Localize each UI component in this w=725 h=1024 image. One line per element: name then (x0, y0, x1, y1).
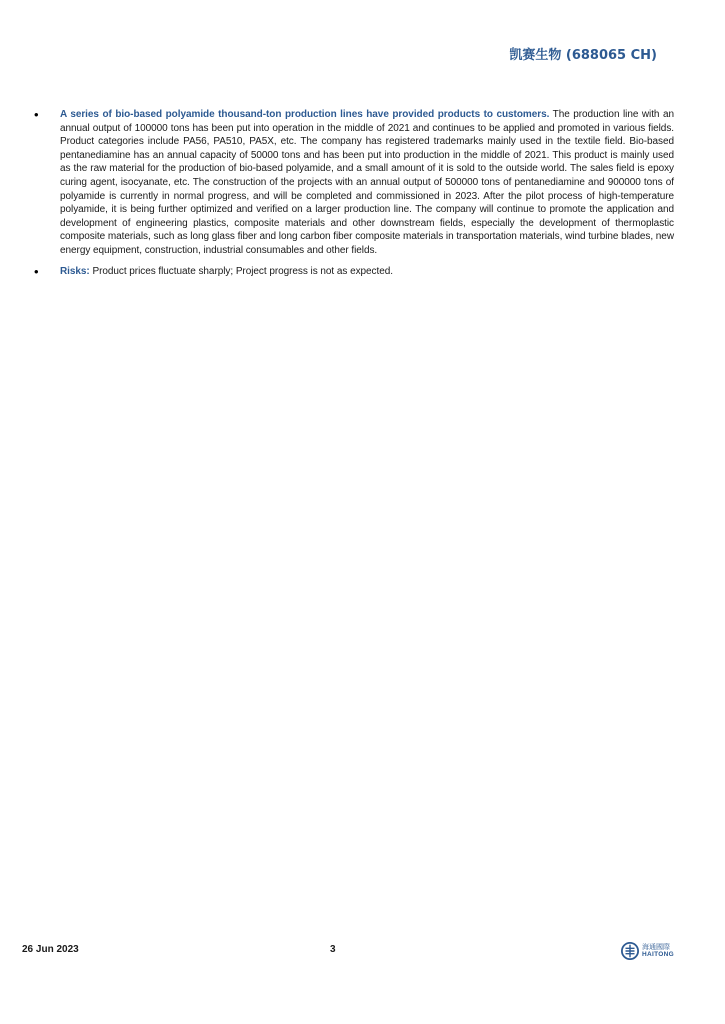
logo-english-text: HAITONG (642, 951, 674, 958)
haitong-logo (621, 942, 674, 960)
bullet-paragraph (60, 265, 674, 279)
bullet-body: The production line with an annual output of 100000 tons has been put into operation in the middle of 2021 and continues to be applied and promoted in various fields. Product categories include PA56, PA510, PA5X, etc. The company has registered trademarks mainly used in the textile field. Bio-based pentanediamine has an annual capacity of 50000 tons and has been put into production in the middle of 2021. This product is mainly used as the raw material for the production of bio-based polyamide, and a small amount of it is sold to the outside world. The sales field is epoxy curing agent, isocyanate, etc. The construction of the projects with an annual output of 500000 tons of pentanediamine and 900000 tons of polyamide is currently in normal progress, and will be completed and commissioned in 2023. After the pilot process of high-temperature polyamide, it is being further optimized and verified on a larger production line. The company will continue to promote the application and development of engineering plastics, composite materials and other downstream fields, especially the development of thermoplastic composite materials, such as long glass fiber and long carbon fiber composite materials in transportation materials, wind turbine blades, new energy equipment, construction, industrial consumables and other fields. (60, 109, 674, 256)
bullet-body: Product prices fluctuate sharply; Project progress is not as expected. (89, 265, 393, 277)
logo-wordmark (642, 943, 674, 959)
bullet-paragraph (60, 108, 674, 258)
page-number: 3 (330, 944, 336, 955)
footer-date: 26 Jun 2023 (22, 944, 79, 955)
haitong-logo-icon (621, 942, 639, 960)
bullet-dot-icon: • (34, 107, 39, 122)
report-ticker-title: 凯赛生物 (688065 CH) (509, 48, 657, 63)
report-body (34, 108, 674, 285)
bullet-lead: A series of bio-based polyamide thousand-ton production lines have provided products to customers. (60, 109, 550, 120)
bullet-lead: Risks: (60, 265, 90, 277)
bullet-item-production (34, 108, 674, 258)
bullet-item-risks (34, 265, 674, 279)
bullet-dot-icon: • (34, 263, 39, 279)
logo-chinese-text: 海通國際 (642, 943, 670, 951)
